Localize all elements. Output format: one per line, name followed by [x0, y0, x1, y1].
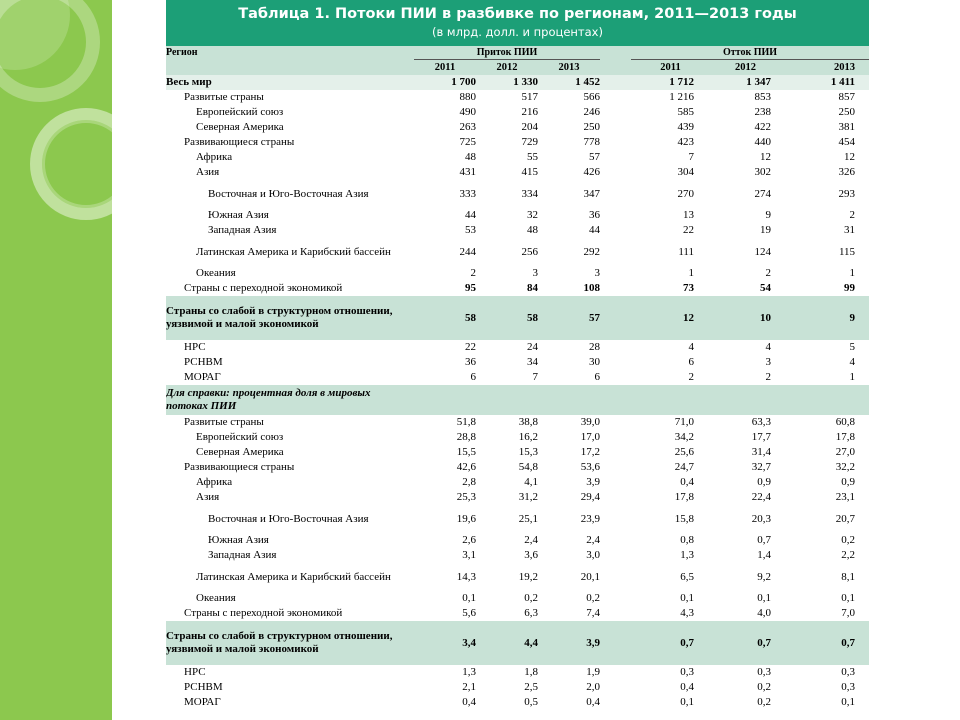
- cell-value: 17,8: [674, 491, 695, 503]
- table-row: [166, 105, 869, 120]
- cell-value: 4,1: [524, 476, 538, 488]
- cell-value: 431: [459, 166, 476, 178]
- table-title-bar: [166, 0, 869, 46]
- cell-value: 585: [677, 106, 695, 118]
- cell-value: 7: [532, 371, 538, 383]
- cell-value: 6: [470, 371, 476, 383]
- cell-value: 2,4: [586, 534, 601, 546]
- row-label: Латинская Америка и Карибский бассейн: [196, 570, 391, 583]
- cell-value: 73: [683, 282, 695, 294]
- cell-value: 0,7: [757, 534, 772, 546]
- cell-value: 108: [583, 282, 601, 294]
- cell-value: 0,1: [680, 696, 695, 708]
- cell-value: 5: [849, 341, 856, 353]
- cell-value: 25,3: [456, 491, 476, 503]
- cell-value: 2,4: [524, 534, 538, 546]
- cell-value: 0,1: [462, 592, 476, 604]
- cell-value: 1,4: [757, 549, 772, 561]
- cell-value: 20,3: [751, 512, 772, 525]
- header-inflow: Приток ПИИ: [414, 46, 600, 60]
- cell-value: 2,8: [462, 476, 476, 488]
- fdi-table: [166, 46, 869, 710]
- cell-value: 381: [838, 121, 856, 133]
- cell-value: 326: [838, 166, 856, 178]
- table-subtitle: (в млрд. долл. и процентах): [432, 25, 603, 39]
- row-label: Северная Америка: [196, 121, 284, 133]
- cell-value: 36: [589, 209, 601, 221]
- cell-value: 53: [465, 224, 476, 236]
- cell-value: 3,0: [586, 549, 601, 561]
- cell-value: 2,1: [462, 681, 476, 693]
- header-region: Регион: [166, 46, 414, 60]
- cell-value: 55: [527, 151, 538, 163]
- cell-value: 38,8: [518, 416, 538, 428]
- cell-value: 23,1: [835, 491, 856, 503]
- row-label: РСНВМ: [184, 356, 223, 368]
- cell-value: 880: [459, 91, 476, 103]
- cell-value: 302: [754, 166, 772, 178]
- table-row: [166, 296, 869, 340]
- cell-value: 4: [849, 356, 856, 368]
- table-row: [166, 665, 869, 680]
- table-row: [166, 150, 869, 165]
- cell-value: 48: [465, 151, 476, 163]
- cell-value: [781, 385, 869, 415]
- header-year: 2011: [414, 60, 476, 76]
- table-row: [166, 90, 869, 105]
- table-row: [166, 223, 869, 238]
- slide: [166, 0, 869, 720]
- cell-value: 34,2: [674, 431, 695, 443]
- cell-value: 12: [631, 296, 710, 340]
- cell-value: 3: [594, 267, 601, 279]
- cell-value: 32,7: [751, 461, 772, 473]
- table-row: [166, 370, 869, 385]
- cell-value: 115: [838, 245, 856, 258]
- cell-value: 22: [465, 341, 476, 353]
- cell-value: 250: [838, 106, 856, 118]
- cell-value: 84: [527, 282, 538, 294]
- cell-value: 3,4: [414, 621, 476, 665]
- table-row: [166, 430, 869, 445]
- row-label: Страны с переходной экономикой: [184, 282, 343, 294]
- cell-value: 17,7: [751, 431, 772, 443]
- cell-value: 20,7: [835, 512, 856, 525]
- cell-value: 29,4: [580, 491, 601, 503]
- cell-value: 423: [677, 136, 695, 148]
- cell-value: 16,2: [518, 431, 538, 443]
- cell-value: 54,8: [518, 461, 538, 473]
- row-label: Развитые страны: [184, 91, 264, 103]
- cell-value: 4,3: [680, 607, 695, 619]
- row-label: Южная Азия: [208, 209, 269, 221]
- cell-value: 1 712: [631, 75, 710, 90]
- cell-value: 426: [583, 166, 601, 178]
- cell-value: 0,5: [524, 696, 538, 708]
- header-year: 2013: [781, 60, 869, 76]
- cell-value: 0,1: [757, 592, 772, 604]
- cell-value: 857: [838, 91, 856, 103]
- cell-value: 422: [754, 121, 772, 133]
- row-label: Азия: [196, 166, 220, 178]
- cell-value: 2: [765, 371, 772, 383]
- cell-value: 2: [849, 209, 856, 221]
- row-label: Европейский союз: [196, 431, 284, 443]
- cell-value: 39,0: [580, 416, 601, 428]
- row-label: Страны со слабой в структурном отношении, уязвимой и малой экономикой: [166, 621, 414, 665]
- row-label: Европейский союз: [196, 106, 284, 118]
- cell-value: 333: [459, 187, 476, 200]
- table-row: [166, 266, 869, 281]
- cell-value: 274: [754, 187, 772, 200]
- row-label: МОРАГ: [184, 696, 221, 708]
- table-row: [166, 445, 869, 460]
- cell-value: 3,1: [462, 549, 476, 561]
- cell-value: 0,1: [841, 592, 856, 604]
- cell-value: 58: [414, 296, 476, 340]
- cell-value: 3,9: [538, 621, 600, 665]
- table-title: Таблица 1. Потоки ПИИ в разбивке по регионам, 2011—2013 годы: [238, 6, 797, 22]
- cell-value: 3: [532, 267, 538, 279]
- cell-value: 1 330: [476, 75, 538, 90]
- cell-value: 9,2: [757, 570, 772, 583]
- cell-value: 304: [677, 166, 695, 178]
- cell-value: 31: [844, 224, 856, 236]
- table-row: [166, 165, 869, 180]
- table-row: [166, 340, 869, 355]
- cell-value: 1 411: [781, 75, 869, 90]
- cell-value: 6: [594, 371, 601, 383]
- cell-value: 124: [754, 245, 772, 258]
- row-label: Океания: [196, 267, 236, 279]
- cell-value: 2,2: [841, 549, 856, 561]
- cell-value: 23,9: [580, 512, 601, 525]
- cell-value: 6,5: [680, 570, 695, 583]
- cell-value: 1,3: [462, 666, 476, 678]
- cell-value: 0,2: [524, 592, 538, 604]
- cell-value: 31,2: [518, 491, 538, 503]
- cell-value: 0,4: [680, 681, 695, 693]
- table-row: [166, 591, 869, 606]
- cell-value: 0,3: [757, 666, 772, 678]
- cell-value: 7,4: [586, 607, 601, 619]
- cell-value: 3: [765, 356, 772, 368]
- decorative-side-panel: [0, 0, 112, 720]
- cell-value: 204: [521, 121, 538, 133]
- cell-value: 2: [470, 267, 476, 279]
- cell-value: 729: [521, 136, 538, 148]
- table-row: [166, 238, 869, 266]
- cell-value: 2,0: [586, 681, 601, 693]
- row-label: МОРАГ: [184, 371, 221, 383]
- cell-value: 0,3: [841, 681, 856, 693]
- cell-value: [710, 385, 781, 415]
- header-outflow: Отток ПИИ: [631, 46, 869, 60]
- header-year: 2012: [710, 60, 781, 76]
- cell-value: 1,8: [524, 666, 538, 678]
- cell-value: 0,2: [757, 681, 772, 693]
- cell-value: 2: [765, 267, 772, 279]
- cell-value: 270: [677, 187, 695, 200]
- cell-value: 15,5: [456, 446, 476, 458]
- table-row: [166, 680, 869, 695]
- cell-value: 0,7: [710, 621, 781, 665]
- cell-value: 20,1: [580, 570, 601, 583]
- cell-value: 48: [527, 224, 538, 236]
- row-label: Страны со слабой в структурном отношении, уязвимой и малой экономикой: [166, 296, 414, 340]
- cell-value: 53,6: [580, 461, 601, 473]
- table-row: [166, 208, 869, 223]
- cell-value: 440: [754, 136, 772, 148]
- cell-value: 19,2: [518, 570, 538, 583]
- row-label: Восточная и Юго-Восточная Азия: [208, 512, 369, 525]
- cell-value: 6,3: [524, 607, 538, 619]
- cell-value: 1 452: [538, 75, 600, 90]
- cell-value: 1 216: [669, 91, 695, 103]
- cell-value: 0,2: [586, 592, 601, 604]
- cell-value: 2,6: [462, 534, 476, 546]
- cell-value: 34: [527, 356, 538, 368]
- cell-value: 0,3: [680, 666, 695, 678]
- table-row: [166, 533, 869, 548]
- cell-value: 0,2: [841, 534, 856, 546]
- cell-value: 28: [589, 341, 601, 353]
- cell-value: 25,1: [518, 512, 538, 525]
- cell-value: 44: [465, 209, 476, 221]
- table-header-row: [166, 46, 869, 60]
- row-label: Западная Азия: [208, 224, 277, 236]
- cell-value: [414, 385, 476, 415]
- table-year-row: [166, 60, 869, 76]
- cell-value: 25,6: [674, 446, 695, 458]
- cell-value: 17,2: [580, 446, 601, 458]
- table-row: [166, 180, 869, 208]
- cell-value: 0,4: [680, 476, 695, 488]
- cell-value: 0,1: [841, 696, 856, 708]
- header-year: 2013: [538, 60, 600, 76]
- cell-value: 71,0: [674, 416, 695, 428]
- cell-value: 246: [583, 106, 601, 118]
- cell-value: 1 700: [414, 75, 476, 90]
- cell-value: 4: [688, 341, 695, 353]
- cell-value: 5,6: [462, 607, 476, 619]
- cell-value: 31,4: [751, 446, 772, 458]
- row-label: Развивающиеся страны: [184, 136, 295, 148]
- cell-value: 778: [583, 136, 601, 148]
- cell-value: 1: [849, 371, 856, 383]
- cell-value: 0,4: [462, 696, 476, 708]
- cell-value: 0,3: [841, 666, 856, 678]
- row-label: Развитые страны: [184, 416, 264, 428]
- cell-value: 9: [781, 296, 869, 340]
- table-row: [166, 548, 869, 563]
- row-label: Развивающиеся страны: [184, 461, 295, 473]
- cell-value: 1,3: [680, 549, 695, 561]
- cell-value: 7,0: [841, 607, 856, 619]
- table-row: [166, 621, 869, 665]
- cell-value: 42,6: [456, 461, 476, 473]
- row-label: Африка: [196, 151, 233, 163]
- cell-value: 51,8: [456, 416, 476, 428]
- table-row: [166, 415, 869, 430]
- cell-value: 57: [538, 296, 600, 340]
- cell-value: 57: [589, 151, 601, 163]
- cell-value: 292: [583, 245, 601, 258]
- cell-value: [631, 385, 710, 415]
- cell-value: 4,0: [757, 607, 772, 619]
- cell-value: 60,8: [835, 416, 856, 428]
- cell-value: 0,8: [680, 534, 695, 546]
- header-year: 2011: [631, 60, 710, 76]
- cell-value: 293: [838, 187, 856, 200]
- cell-value: 3,6: [524, 549, 538, 561]
- cell-value: 0,4: [586, 696, 601, 708]
- cell-value: 250: [583, 121, 601, 133]
- cell-value: 111: [678, 245, 695, 258]
- row-label: Весь мир: [166, 75, 414, 90]
- cell-value: 27,0: [835, 446, 856, 458]
- cell-value: 490: [459, 106, 476, 118]
- cell-value: 32,2: [835, 461, 856, 473]
- table-row: [166, 695, 869, 710]
- cell-value: 216: [521, 106, 538, 118]
- cell-value: 13: [683, 209, 695, 221]
- cell-value: 8,1: [841, 570, 856, 583]
- cell-value: 0,7: [631, 621, 710, 665]
- row-label: Океания: [196, 592, 236, 604]
- row-label: НРС: [184, 341, 206, 353]
- cell-value: 58: [476, 296, 538, 340]
- cell-value: 4: [765, 341, 772, 353]
- cell-value: 1: [688, 267, 695, 279]
- table-row: [166, 120, 869, 135]
- cell-value: 4,4: [476, 621, 538, 665]
- table-row: [166, 355, 869, 370]
- row-label: РСНВМ: [184, 681, 223, 693]
- table-body: [166, 75, 869, 710]
- table-row: [166, 460, 869, 475]
- cell-value: 439: [677, 121, 695, 133]
- cell-value: 0,9: [841, 476, 856, 488]
- table-row: [166, 475, 869, 490]
- cell-value: 244: [459, 245, 476, 258]
- cell-value: 347: [583, 187, 601, 200]
- row-label: Западная Азия: [208, 549, 277, 561]
- cell-value: 517: [521, 91, 538, 103]
- decorative-arc: [0, 0, 100, 102]
- cell-value: 17,8: [835, 431, 856, 443]
- cell-value: 30: [589, 356, 601, 368]
- cell-value: 7: [688, 151, 695, 163]
- cell-value: 99: [844, 282, 856, 294]
- cell-value: 0,1: [680, 592, 695, 604]
- row-label: Африка: [196, 476, 233, 488]
- cell-value: [538, 385, 600, 415]
- cell-value: 12: [844, 151, 856, 163]
- cell-value: 566: [583, 91, 601, 103]
- cell-value: 10: [710, 296, 781, 340]
- cell-value: 9: [765, 209, 772, 221]
- cell-value: 19: [760, 224, 772, 236]
- table-row: [166, 281, 869, 296]
- cell-value: 1,9: [586, 666, 601, 678]
- table-row: [166, 490, 869, 505]
- cell-value: 54: [760, 282, 772, 294]
- cell-value: 22,4: [751, 491, 772, 503]
- cell-value: 28,8: [456, 431, 476, 443]
- decorative-ring-inner: [42, 120, 130, 208]
- cell-value: 14,3: [456, 570, 476, 583]
- cell-value: 256: [521, 245, 538, 258]
- cell-value: 2,5: [524, 681, 538, 693]
- cell-value: 36: [465, 356, 476, 368]
- row-label: Страны с переходной экономикой: [184, 607, 343, 619]
- cell-value: 19,6: [456, 512, 476, 525]
- table-row: [166, 563, 869, 591]
- cell-value: 22: [683, 224, 695, 236]
- row-label: Восточная и Юго-Восточная Азия: [208, 187, 369, 200]
- cell-value: 95: [465, 282, 476, 294]
- cell-value: 1 347: [710, 75, 781, 90]
- cell-value: 1: [849, 267, 856, 279]
- cell-value: 32: [527, 209, 538, 221]
- cell-value: 0,7: [781, 621, 869, 665]
- row-label: НРС: [184, 666, 206, 678]
- table-row: [166, 385, 869, 415]
- cell-value: [476, 385, 538, 415]
- cell-value: 63,3: [751, 416, 772, 428]
- table-row: [166, 606, 869, 621]
- cell-value: 725: [459, 136, 476, 148]
- cell-value: 334: [521, 187, 538, 200]
- cell-value: 15,3: [518, 446, 538, 458]
- cell-value: 238: [754, 106, 772, 118]
- cell-value: 15,8: [674, 512, 695, 525]
- row-label: Азия: [196, 491, 220, 503]
- cell-value: 0,2: [757, 696, 772, 708]
- table-row: [166, 505, 869, 533]
- cell-value: 44: [589, 224, 601, 236]
- cell-value: 17,0: [580, 431, 601, 443]
- cell-value: 24: [527, 341, 538, 353]
- cell-value: 3,9: [586, 476, 601, 488]
- cell-value: 24,7: [674, 461, 695, 473]
- row-label: Для справки: процентная доля в мировых потоках ПИИ: [166, 385, 414, 415]
- row-label: Южная Азия: [208, 534, 269, 546]
- cell-value: 853: [754, 91, 772, 103]
- row-label: Северная Америка: [196, 446, 284, 458]
- cell-value: 12: [760, 151, 772, 163]
- table-row: [166, 75, 869, 90]
- table-row: [166, 135, 869, 150]
- cell-value: 415: [521, 166, 538, 178]
- row-label: Латинская Америка и Карибский бассейн: [196, 245, 391, 258]
- cell-value: 2: [688, 371, 695, 383]
- cell-value: 454: [838, 136, 856, 148]
- cell-value: 6: [688, 356, 695, 368]
- cell-value: 263: [459, 121, 476, 133]
- cell-value: 0,9: [757, 476, 772, 488]
- header-year: 2012: [476, 60, 538, 76]
